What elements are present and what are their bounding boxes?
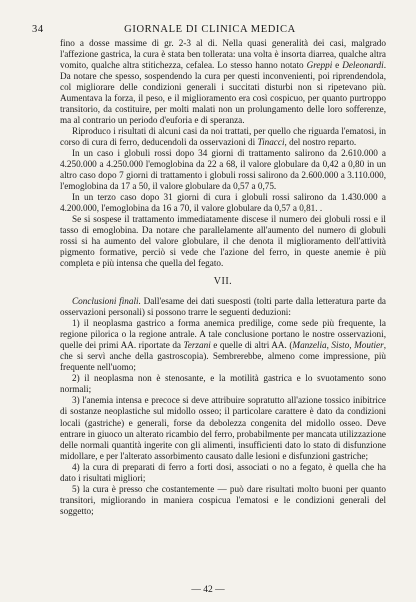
text-run: 5) la cura è presso che costantemente — può dare risultati molto buoni per quanto transitori, migliorando in maniera cospicua l'ematosi e le condizioni generali del soggetto; [60, 483, 386, 516]
italic-text: Tinacci [257, 137, 285, 148]
paragraph [60, 126, 386, 148]
text-run: Se si sospese il trattamento immediatamente discese il numero dei globuli rossi e il tasso di emoglobina. Da notare che parallelamente all'aumento del numero di globuli rossi si ha aumento del valore globulare, il che denota il miglioramento dell'attività pigmento formative, perciò si vede che l'azione del ferro, in queste anemie è più completa e più intensa che quella del fegato. [60, 214, 386, 269]
running-header [32, 24, 388, 38]
text-run: In un terzo caso dopo 31 giorni di cura i globuli rossi salirono da 1.430.000 a 4.200.000, l'emoglobina da 16 a 70, il valore globulare da 0,57 a 0,81. . [60, 192, 386, 214]
text-run: In un caso i globuli rossi dopo 34 giorni di trattamento salirono da 2.610.000 a 4.250.000 a 4.250.000 l'emoglobina da 22 a 68, il valore globulare da 0,42 a 0,80 in un altro caso dopo 7 giorni di trattamento i globuli rossi salirono da 2.600.000 a 3.110.000, l'emoglobina da 17 a 50, il valore globulare da 0,57 a 0,75. [60, 148, 386, 192]
text-run: 3) l'anemia intensa e precoce si deve attribuire sopratutto all'azione tossico inibitrice di sostanze neoplastiche sul midollo osseo; il particolare carattere è dato da condizioni locali (gastriche) e generali, forse da debolezza congenita del midollo osseo. Deve entrare in giuoco un alterato ricambio del ferro, probabilmente per mancata utilizzazione delle normali quantità ingerite con gli alimenti, insufficienti dato lo stato di disfunzione midollare, e per l'alterato assorbimento causato dalle lesioni e disfunzioni gastriche; [60, 395, 387, 461]
paragraph-group-2 [60, 296, 386, 516]
paragraph-group-1 [60, 38, 386, 269]
paragraph [60, 395, 386, 461]
paragraph [60, 148, 386, 192]
italic-text: Deleonardi [342, 60, 384, 71]
paragraph [60, 462, 386, 484]
article-body [60, 38, 386, 517]
paragraph [60, 214, 386, 269]
page-number: 34 [32, 24, 44, 35]
text-run: 4) la cura di preparati di ferro a forti dosi, associati o no a fegato, è quella che ha dato i risultati migliori; [60, 461, 386, 483]
paragraph [60, 373, 386, 395]
text-run: e quelle di altri AA. ( [210, 340, 293, 351]
paragraph [60, 192, 386, 214]
italic-text: Terzani [183, 340, 211, 351]
text-run: , che si servì anche della gastroscopia). Sembrerebbe, almeno come impressione, più frequente nell'uomo; [60, 340, 386, 373]
journal-title: GIORNALE DI CLINICA MEDICA [124, 24, 296, 35]
text-run: e [332, 60, 343, 71]
section-heading: VII. [213, 276, 233, 288]
italic-text: Manzelia, Sisto, Moutier [292, 340, 384, 351]
text-run: 1) il neoplasma gastrico a forma anemica predilige, come sede più frequente, la regione pilorica o la regione antrale. A tale conclusione portano le nostre osservazioni, quelle dei primi AA. riportate da [60, 318, 386, 351]
text-run: 2) il neoplasma non è stenosante, e la motilità gastrica e lo svuotamento sono normali; [60, 373, 386, 395]
text-run: , del nostro reparto. [284, 137, 357, 148]
text-run: Riproduco i risultati di alcuni casi da noi trattati, per quello che riguarda l'ematosi, in corso di cura di ferro, deducendoli da osservazioni di [60, 126, 386, 148]
paragraph [60, 296, 386, 318]
italic-text: Greppi [306, 60, 333, 71]
paragraph [60, 38, 386, 126]
text-run: fino a dosse massime di gr. 2-3 al di. Nella quasi generalità dei casi, malgrado l'affezione gastrica, la cura è stata ben tollerata: una volta è insorta diarrea, qualche altra vomito, qualche altra stitichezza, cefalea. Lo stesso hanno notato [60, 38, 386, 71]
italic-text: Conclusioni finali. [72, 296, 141, 307]
text-run: . Da notare che spesso, sospendendo la cura per questi inconvenienti, poi riprendendola, col migliorare delle condizioni generali i succitati disturbi non si ripetevano più. Aumentava la forza, il peso, e il miglioramento era così cospicuo, per quanto purtroppo transitorio, da costituire, per molti malati non un prolungamento delle loro sofferenze, ma al contrario un periodo d'euforia e di speranza. [60, 60, 387, 126]
paragraph [60, 484, 386, 517]
text-run: Dall'esame dei dati suesposti (tolti parte dalla letteratura parte da osservazioni personali) si possono trarre le seguenti deduzioni: [60, 296, 386, 318]
paragraph [60, 318, 386, 373]
folio-page-number: — 42 — [191, 585, 225, 595]
